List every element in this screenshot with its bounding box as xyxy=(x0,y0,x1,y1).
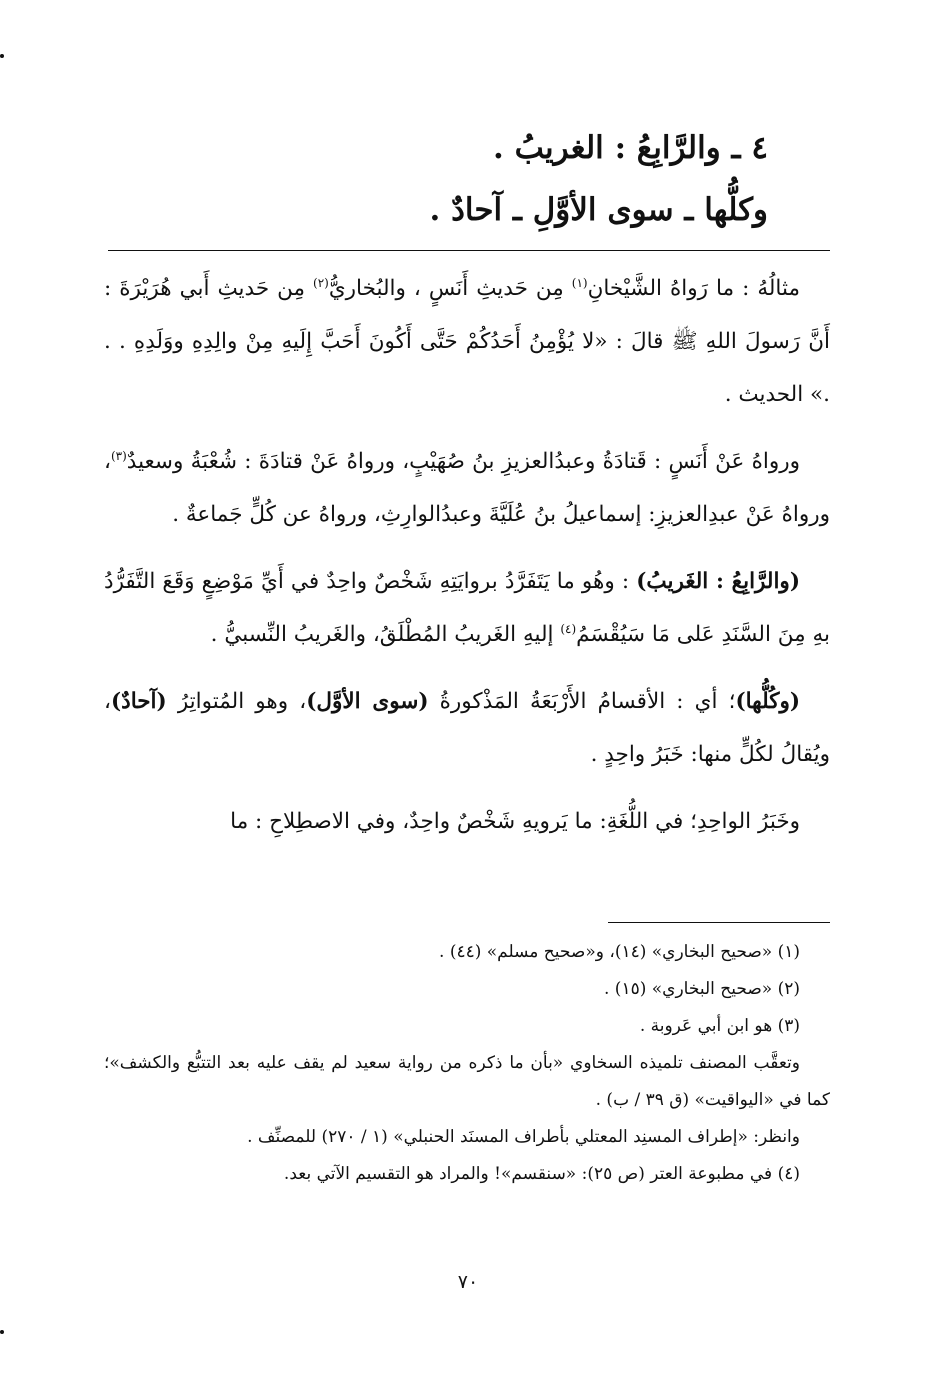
footnote-4: (٤) في مطبوعة العتر (ص ٢٥): «سنقسم»! والمراد هو التقسيم الآتي بعد. xyxy=(283,1164,800,1184)
footnote-ref: (١) xyxy=(571,275,588,290)
footnote-2: (٢) «صحيح البخاري» (١٥) . xyxy=(604,979,800,999)
text-run: ، وهو المُتواتِرُ xyxy=(166,689,307,714)
bold-term: (آحادٌ) xyxy=(110,689,167,714)
body-text xyxy=(104,262,830,848)
bold-term: (سوى الأوَّل) xyxy=(306,689,429,714)
footnote-3-see-also: وانظر: «إطراف المسنِد المعتلي بأطراف المسنَد الحنبلي» (١ / ٢٧٠) للمصنِّف . xyxy=(247,1127,800,1147)
footnote-3: (٣) هو ابن أبي عَروبة . xyxy=(639,1016,800,1036)
footnote-divider xyxy=(608,922,830,923)
footnote-ref: (٣) xyxy=(110,448,127,463)
text-run: مِن حَديثِ أَبي هُرَيْرَةَ : أَنَّ رَسولَ اللهِ ﷺ قالَ : «لا يُؤْمِنُ أَحَدُكُمْ حَتَّى أَكُونَ أَحَبَّ إِلَيهِ مِنْ والِدِهِ ووَلَدِهِ . . .» الحديث . xyxy=(104,276,830,407)
footnote-ref: (٢) xyxy=(313,275,329,290)
paragraph-1 xyxy=(104,262,830,421)
text-run: ؛ أي : الأقسامُ الأَرْبَعَةُ المَذْكورةُ xyxy=(428,689,736,714)
text-run: ، ويُقالُ لكُلٍّ منها: خَبَرُ واحِدٍ . xyxy=(104,689,830,767)
footnote-1: (١) «صحيح البخاري» (١٤)، و«صحيح مسلم» (٤٤) . xyxy=(439,942,800,962)
bold-term: (والرَّابِعُ : الغَريبُ) xyxy=(636,569,800,594)
heading-divider xyxy=(108,250,830,251)
page-number: ٧٠ xyxy=(457,1271,479,1293)
text-run: ، ورواهُ عَنْ عبدِالعزيزِ: إسماعيلُ بنُ عُلَيَّةَ وعبدُالوارِثِ، ورواهُ عن كُلٍّ جَماعةٌ . xyxy=(104,449,830,527)
text-run: مثالُهُ : ما رَواهُ الشَّيْخانِ xyxy=(587,276,800,301)
scan-mark-top xyxy=(0,54,4,58)
text-run: إليهِ الغَريبُ المُطْلَقُ، والغَريبُ النِّسبيُّ . xyxy=(210,622,561,647)
text-run: ورواهُ عَنْ أَنَسٍ : قَتادَةُ وعبدُالعزيزِ بنُ صُهَيْبٍ، ورواهُ عَنْ قتادَةَ : شُعْبَةُ وسعيدٌ xyxy=(126,449,800,474)
text-run: : وهُو ما يَتَفَرَّدُ بروايَتِهِ شَخْصٌ واحِدٌ في أَيِّ مَوْضِعٍ وَقَعَ التَّفَرُّدُ بهِ مِنَ السَّنَدِ عَلى مَا سَيُقْسَمُ xyxy=(104,569,830,647)
text-run: مِن حَديثِ أَنَسٍ ، والبُخاريُّ xyxy=(328,276,572,301)
paragraph-3 xyxy=(104,555,830,661)
footnotes xyxy=(104,934,830,1193)
footnote-ref: (٤) xyxy=(560,621,577,636)
footnote-3-continued: وتعقَّب المصنف تلميذه السخاوي «بأن ما ذكره من رواية سعيد لم يقف عليه بعد التتبُّع والكشف»؛ كما في «اليواقيت» (ق ٣٩ / ب) . xyxy=(104,1053,830,1110)
paragraph-4 xyxy=(104,675,830,781)
bold-term: (وكُلُّها) xyxy=(735,689,800,714)
heading-line-1: ٤ ـ والرَّابِعُ : الغريبُ . xyxy=(493,130,768,166)
scan-mark-bottom xyxy=(0,1330,4,1334)
paragraph-5 xyxy=(104,795,830,848)
text-run: وخَبَرُ الواحِدِ؛ في اللُّغَةِ: ما يَرويهِ شَخْصٌ واحِدٌ، وفي الاصطِلاحِ : ما xyxy=(230,809,800,834)
heading-line-2: وكلُّها ـ سوى الأوَّلِ ـ آحادٌ . xyxy=(429,192,768,228)
paragraph-2 xyxy=(104,435,830,541)
